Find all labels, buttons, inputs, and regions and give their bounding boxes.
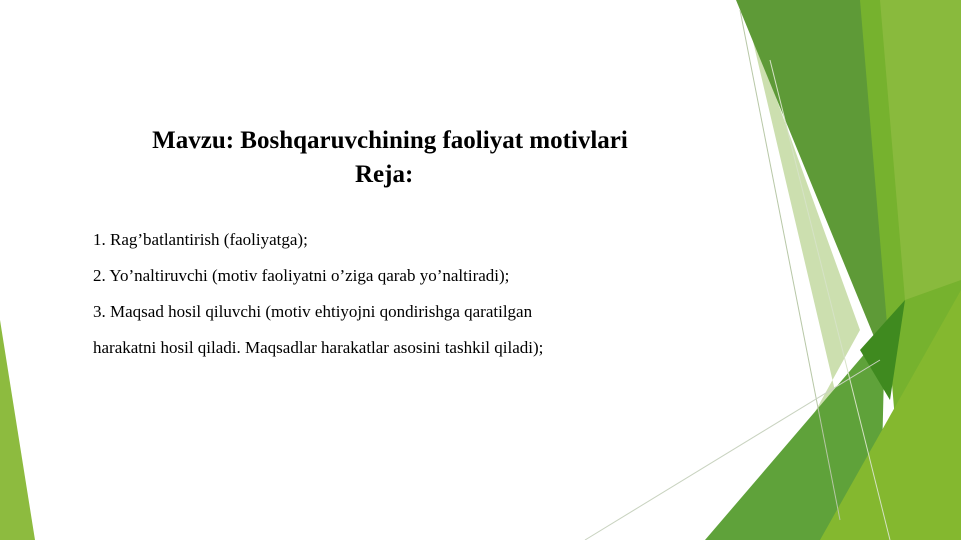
- list-item: 2. Yo’naltiruvchi (motiv faoliyatni o’ziga qarab yo’naltiradi);: [93, 266, 510, 285]
- slide-title: Mavzu: Boshqaruvchining faoliyat motivlari: [152, 127, 628, 154]
- left-green-sliver: [0, 320, 35, 540]
- slide-subtitle: Reja:: [355, 161, 414, 188]
- list-item: 3. Maqsad hosil qiluvchi (motiv ehtiyojni qondirishga qaratilgan: [93, 302, 533, 321]
- list-item-continuation: harakatni hosil qiladi. Maqsadlar harakatlar asosini tashkil qiladi);: [93, 338, 544, 357]
- list-item: 1. Rag’batlantirish (faoliyatga);: [93, 230, 308, 249]
